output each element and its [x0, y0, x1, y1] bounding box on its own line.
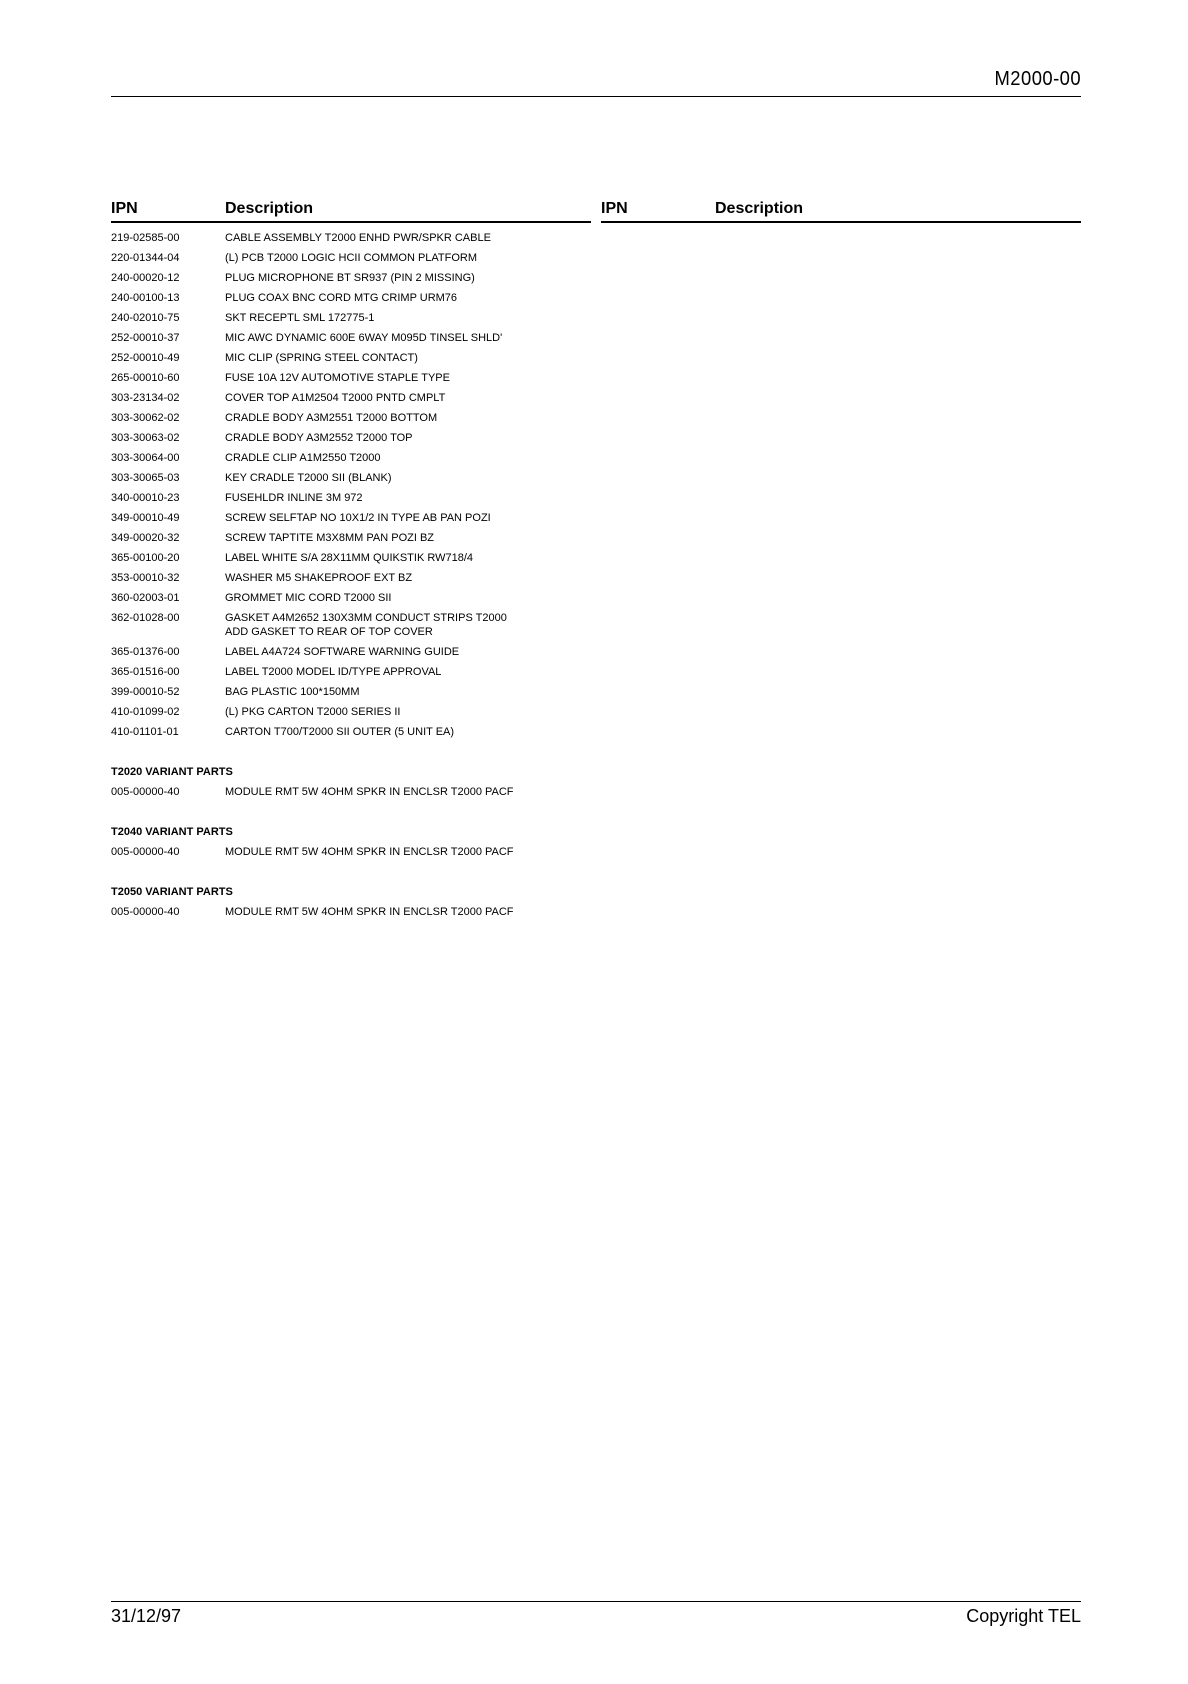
- part-ipn: 399-00010-52: [111, 686, 180, 698]
- part-description: [225, 608, 591, 642]
- part-ipn: 303-30064-00: [111, 452, 180, 464]
- part-row: [111, 348, 591, 368]
- part-description: [225, 548, 591, 568]
- footer-rule: [111, 1601, 1081, 1602]
- part-description-line: CARTON T700/T2000 SII OUTER (5 UNIT EA): [225, 726, 455, 738]
- part-description-line: MODULE RMT 5W 4OHM SPKR IN ENCLSR T2000 PACF: [225, 906, 514, 918]
- part-ipn: 303-30062-02: [111, 412, 180, 424]
- part-description-line: MODULE RMT 5W 4OHM SPKR IN ENCLSR T2000 PACF: [225, 846, 514, 858]
- part-row: [111, 528, 591, 548]
- part-row: [111, 662, 591, 682]
- part-description-line: MIC CLIP (SPRING STEEL CONTACT): [225, 352, 418, 364]
- part-row: [111, 508, 591, 528]
- document-code: M2000-00: [994, 68, 1081, 90]
- part-description-line: GASKET A4M2652 130X3MM CONDUCT STRIPS T2000: [225, 612, 507, 624]
- part-description-line: CRADLE CLIP A1M2550 T2000: [225, 452, 381, 464]
- part-description-line: LABEL A4A724 SOFTWARE WARNING GUIDE: [225, 646, 460, 658]
- part-description: [225, 448, 591, 468]
- part-description: [225, 288, 591, 308]
- part-row: [111, 288, 591, 308]
- part-ipn: 240-00020-12: [111, 272, 180, 284]
- part-ipn: 365-01516-00: [111, 666, 180, 678]
- part-description: [225, 568, 591, 588]
- part-ipn: 220-01344-04: [111, 252, 180, 264]
- part-description: [225, 388, 591, 408]
- right-header-rule: [601, 221, 1081, 223]
- part-description: [225, 328, 591, 348]
- part-ipn: 353-00010-32: [111, 572, 180, 584]
- part-ipn: 365-00100-20: [111, 552, 180, 564]
- part-description: [225, 228, 591, 248]
- part-ipn: 240-00100-13: [111, 292, 180, 304]
- part-description-line: SCREW SELFTAP NO 10X1/2 IN TYPE AB PAN POZI: [225, 512, 491, 524]
- part-row: [111, 642, 591, 662]
- part-description: [225, 782, 591, 802]
- part-ipn: 362-01028-00: [111, 612, 180, 624]
- part-description-line: CRADLE BODY A3M2552 T2000 TOP: [225, 432, 413, 444]
- part-row: [111, 268, 591, 288]
- part-description-line: FUSE 10A 12V AUTOMOTIVE STAPLE TYPE: [225, 372, 450, 384]
- right-ipn-header: IPN: [601, 200, 628, 217]
- part-row: [111, 228, 591, 248]
- part-ipn: 005-00000-40: [111, 906, 180, 918]
- part-ipn: 265-00010-60: [111, 372, 180, 384]
- part-description-line: LABEL WHITE S/A 28X11MM QUIKSTIK RW718/4: [225, 552, 473, 564]
- part-row: [111, 448, 591, 468]
- part-row: [111, 308, 591, 328]
- part-row: [111, 568, 591, 588]
- part-row: [111, 368, 591, 388]
- part-row: [111, 328, 591, 348]
- part-description-line: SKT RECEPTL SML 172775-1: [225, 312, 375, 324]
- part-description: [225, 842, 591, 862]
- part-row: [111, 702, 591, 722]
- part-description-line: SCREW TAPTITE M3X8MM PAN POZI BZ: [225, 532, 435, 544]
- part-description: [225, 428, 591, 448]
- part-row: [111, 682, 591, 702]
- part-description: [225, 642, 591, 662]
- part-description: [225, 588, 591, 608]
- part-description: [225, 902, 591, 922]
- part-row: [111, 488, 591, 508]
- left-description-header: Description: [225, 200, 314, 217]
- part-row: [111, 428, 591, 448]
- part-row: [111, 588, 591, 608]
- part-description-line: (L) PKG CARTON T2000 SERIES II: [225, 706, 401, 718]
- part-ipn: 005-00000-40: [111, 846, 180, 858]
- part-description: [225, 308, 591, 328]
- footer-date: 31/12/97: [111, 1606, 182, 1626]
- part-ipn: 240-02010-75: [111, 312, 180, 324]
- footer-copyright: Copyright TEL: [966, 1606, 1081, 1626]
- part-description: [225, 662, 591, 682]
- part-description-line: CABLE ASSEMBLY T2000 ENHD PWR/SPKR CABLE: [225, 232, 491, 244]
- part-ipn: 360-02003-01: [111, 592, 180, 604]
- header-rule: [111, 96, 1081, 97]
- part-ipn: 410-01099-02: [111, 706, 180, 718]
- part-description-line: PLUG COAX BNC CORD MTG CRIMP URM76: [225, 292, 458, 304]
- variant-section-title: T2040 VARIANT PARTS: [111, 826, 233, 838]
- part-description-line: CRADLE BODY A3M2551 T2000 BOTTOM: [225, 412, 438, 424]
- part-row: [111, 548, 591, 568]
- part-description: [225, 488, 591, 508]
- part-ipn: 410-01101-01: [111, 726, 179, 738]
- part-description: [225, 702, 591, 722]
- part-row: [111, 842, 591, 862]
- part-row: [111, 248, 591, 268]
- part-description-line: KEY CRADLE T2000 SII (BLANK): [225, 472, 392, 484]
- variant-section-title: T2020 VARIANT PARTS: [111, 766, 233, 778]
- part-description: [225, 528, 591, 548]
- part-description: [225, 268, 591, 288]
- part-description-note: ADD GASKET TO REAR OF TOP COVER: [225, 626, 433, 638]
- part-description: [225, 408, 591, 428]
- parts-list: [111, 228, 591, 922]
- part-row: [111, 782, 591, 802]
- part-ipn: 303-30063-02: [111, 432, 180, 444]
- part-ipn: 005-00000-40: [111, 786, 180, 798]
- part-description: [225, 248, 591, 268]
- part-ipn: 349-00020-32: [111, 532, 180, 544]
- part-description: [225, 508, 591, 528]
- part-ipn: 252-00010-49: [111, 352, 180, 364]
- part-description-line: FUSEHLDR INLINE 3M 972: [225, 492, 363, 504]
- part-row: [111, 388, 591, 408]
- part-description-line: BAG PLASTIC 100*150MM: [225, 686, 360, 698]
- part-ipn: 303-23134-02: [111, 392, 180, 404]
- part-ipn: 303-30065-03: [111, 472, 180, 484]
- part-ipn: 340-00010-23: [111, 492, 180, 504]
- part-description: [225, 348, 591, 368]
- left-ipn-header: IPN: [111, 200, 138, 217]
- part-description: [225, 722, 591, 742]
- part-description-line: LABEL T2000 MODEL ID/TYPE APPROVAL: [225, 666, 442, 678]
- part-ipn: 219-02585-00: [111, 232, 180, 244]
- part-description-line: MODULE RMT 5W 4OHM SPKR IN ENCLSR T2000 PACF: [225, 786, 514, 798]
- part-row: [111, 902, 591, 922]
- part-row: [111, 608, 591, 642]
- part-description-line: MIC AWC DYNAMIC 600E 6WAY M095D TINSEL SHLD': [225, 332, 503, 344]
- part-description: [225, 682, 591, 702]
- part-description: [225, 468, 591, 488]
- part-ipn: 365-01376-00: [111, 646, 180, 658]
- part-description-line: COVER TOP A1M2504 T2000 PNTD CMPLT: [225, 392, 446, 404]
- part-ipn: 349-00010-49: [111, 512, 180, 524]
- part-description-line: (L) PCB T2000 LOGIC HCII COMMON PLATFORM: [225, 252, 478, 264]
- variant-section-title: T2050 VARIANT PARTS: [111, 886, 233, 898]
- part-description-line: PLUG MICROPHONE BT SR937 (PIN 2 MISSING): [225, 272, 475, 284]
- part-description-line: WASHER M5 SHAKEPROOF EXT BZ: [225, 572, 413, 584]
- part-ipn: 252-00010-37: [111, 332, 180, 344]
- part-row: [111, 408, 591, 428]
- part-row: [111, 722, 591, 742]
- part-row: [111, 468, 591, 488]
- left-header-rule: [111, 221, 591, 223]
- right-description-header: Description: [715, 200, 804, 217]
- part-description: [225, 368, 591, 388]
- part-description-line: GROMMET MIC CORD T2000 SII: [225, 592, 392, 604]
